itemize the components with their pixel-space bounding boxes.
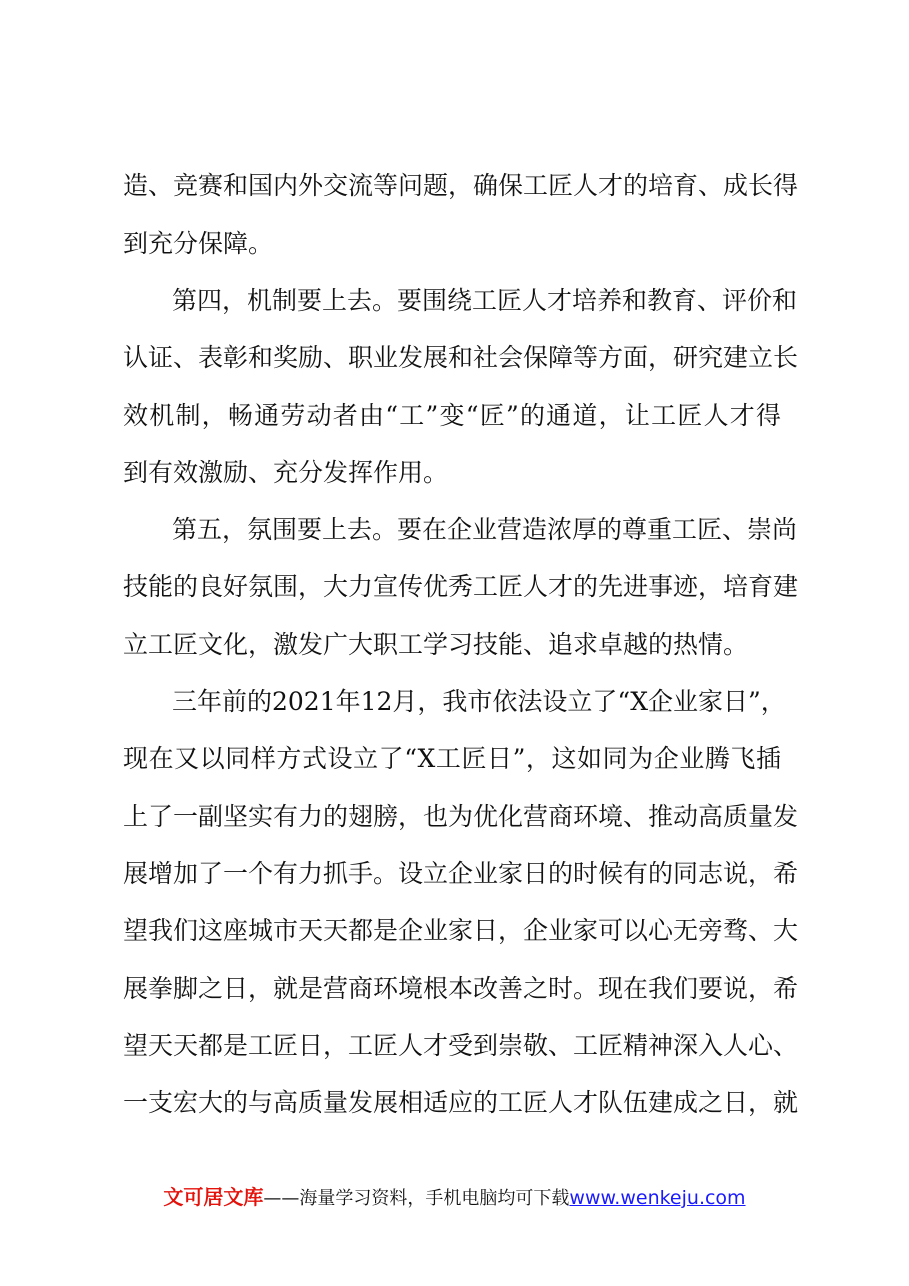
text-line xyxy=(0,458,909,488)
footer-banner xyxy=(0,1183,909,1211)
text-line xyxy=(0,974,909,1004)
text-line-content: 到有效激励、充分发挥作用。 xyxy=(123,458,449,487)
text-line xyxy=(0,343,909,373)
text-line-content: 展增加了一个有力抓手。设立企业家日的时候有的同志说，希 xyxy=(123,859,799,888)
text-line xyxy=(0,171,909,201)
text-line xyxy=(0,859,909,889)
text-line xyxy=(0,286,909,316)
text-line-content: 上了一副坚实有力的翅膀，也为优化营商环境、推动高质量发 xyxy=(123,802,799,831)
text-line xyxy=(0,572,909,602)
text-line xyxy=(0,1031,909,1061)
text-line-content: 造、竞赛和国内外交流等问题，确保工匠人才的培育、成长得 xyxy=(123,171,799,200)
text-line-content: 一支宏大的与高质量发展相适应的工匠人才队伍建成之日，就 xyxy=(123,1088,799,1117)
text-line xyxy=(0,229,909,259)
text-line-content: 望天天都是工匠日，工匠人才受到崇敬、工匠精神深入人心、 xyxy=(123,1031,799,1060)
text-line-content: 三年前的2021年12月，我市依法设立了“X企业家日”， xyxy=(172,687,786,716)
footer-brand: 文可居文库 xyxy=(163,1185,264,1209)
text-line xyxy=(0,1088,909,1118)
text-line xyxy=(0,744,909,774)
text-line-content: 技能的良好氛围，大力宣传优秀工匠人才的先进事迹，培育建 xyxy=(123,572,799,601)
text-line xyxy=(0,687,909,717)
text-line-content: 立工匠文化，激发广大职工学习技能、追求卓越的热情。 xyxy=(123,630,749,659)
text-line xyxy=(0,630,909,660)
text-line-content: 效机制，畅通劳动者由“工”变“匠”的通道，让工匠人才得 xyxy=(123,401,783,430)
text-line-content: 第五，氛围要上去。要在企业营造浓厚的尊重工匠、崇尚 xyxy=(172,515,798,544)
text-line xyxy=(0,515,909,545)
text-line-content: 第四，机制要上去。要围绕工匠人才培养和教育、评价和 xyxy=(172,286,798,315)
text-line-content: 认证、表彰和奖励、职业发展和社会保障等方面，研究建立长 xyxy=(123,343,799,372)
text-line xyxy=(0,802,909,832)
text-line-content: 到充分保障。 xyxy=(123,229,274,258)
text-line-content: 现在又以同样方式设立了“X工匠日”，这如同为企业腾飞插 xyxy=(123,744,782,773)
text-line-content: 望我们这座城市天天都是企业家日，企业家可以心无旁骛、大 xyxy=(123,916,799,945)
text-line-content: 展拳脚之日，就是营商环境根本改善之时。现在我们要说，希 xyxy=(123,974,799,1003)
text-line xyxy=(0,916,909,946)
text-line xyxy=(0,401,909,431)
footer-tagline: ——海量学习资料，手机电脑均可下载 xyxy=(263,1188,570,1209)
footer-link[interactable]: www.wenkeju.com xyxy=(569,1187,746,1209)
